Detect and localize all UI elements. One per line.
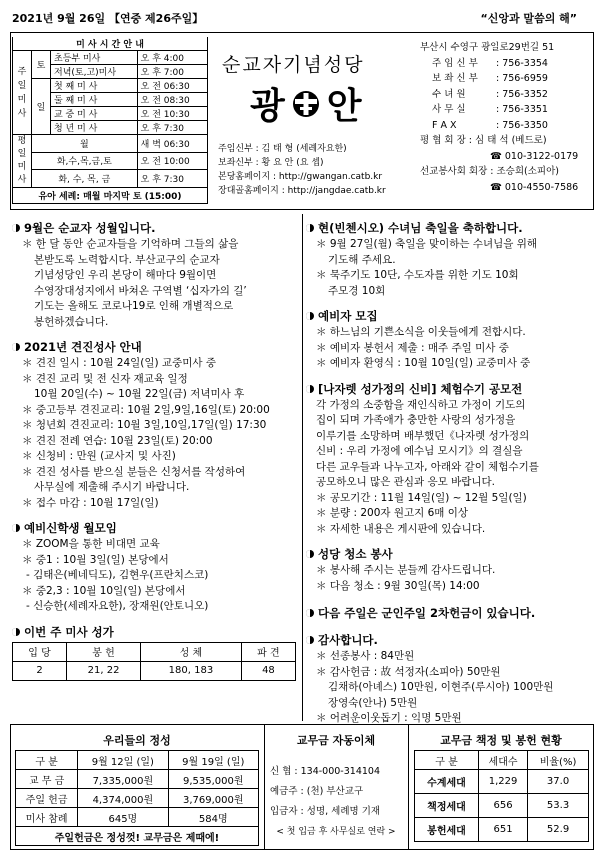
bullet-icon xyxy=(12,628,20,636)
text-line: 기도는 올해도 코로나19로 인해 개별적으로 xyxy=(34,300,234,312)
table-cell: 오 후 4:00 xyxy=(137,51,207,65)
section-confirmation: 2021년 견진성사 안내 xyxy=(12,339,298,355)
text-line: ＊ 중고등부 견진교리: 10월 2일,9일,16일(토) 20:00 xyxy=(22,403,270,416)
text-line: ＊ 자세한 내용은 게시판에 있습니다. xyxy=(316,522,486,535)
section-hymns: 이번 주 미사 성가 xyxy=(12,624,298,640)
text-line: ＊ 9월 27일(월) 축일을 맞이하는 수녀님을 위해 xyxy=(316,238,538,250)
text-line: 집이 되며 가족애가 충만한 사랑의 성가정을 xyxy=(316,414,516,426)
bullet-icon xyxy=(12,224,20,232)
table-cell: 오 후 7:30 xyxy=(137,170,207,188)
bullet-icon xyxy=(306,550,314,558)
table-cell: 오 전 06:30 xyxy=(137,79,207,93)
text-line: ＊ ZOOM을 통한 비대면 교육 xyxy=(22,538,160,550)
text-line: ＊ 어려운이웃돕기 : 익명 5만원 xyxy=(316,712,462,724)
table-cell: 일 xyxy=(32,79,51,135)
section-essay-contest: [나자렛 성가정의 신비] 체험수기 공모전 xyxy=(306,381,596,397)
table-cell: 둘 째 미 사 xyxy=(51,93,138,107)
bullet-icon xyxy=(306,636,314,644)
table-cell: 첫 째 미 사 xyxy=(51,79,138,93)
text-line: 공모하오니 많은 관심과 응모 바랍니다. xyxy=(316,476,495,488)
issue-date: 2021년 9월 26일 【연중 제26주일】 xyxy=(12,12,204,25)
table-cell: 오 후 7:30 xyxy=(137,121,207,135)
text-line: 사무실에 제출해 주시기 바랍니다. xyxy=(34,481,190,493)
offering-title: 우리들의 정성 xyxy=(103,734,171,747)
table-cell: 48 xyxy=(241,661,295,680)
table-cell: 화,수,목,금,토 xyxy=(32,152,138,170)
table-cell: 21, 22 xyxy=(67,661,141,680)
text-line: ＊ 견진 전례 연습: 10월 23일(토) 20:00 xyxy=(22,434,213,447)
text-line: ＊ 견진 성사를 받으실 분들은 신청서를 작성하여 xyxy=(22,465,246,478)
table-cell: 4,374,000원 xyxy=(78,789,168,808)
table-cell: 봉 헌 xyxy=(67,642,141,661)
text-line: ＊ 중2,3 : 10월 10일(일) 본당에서 xyxy=(22,584,186,597)
text-line: 김채하(아녜스) 10만원, 이현주(루시아) 100만원 xyxy=(328,681,554,693)
infant-baptism: 유아 세례: 매월 마지막 토 (15:00) xyxy=(13,188,208,204)
sunday-mass-label: 주일미사 xyxy=(13,51,32,135)
dues-table xyxy=(414,750,589,842)
text-line: 장영숙(안나) 5만원 xyxy=(328,696,418,709)
table-cell: 52.9 xyxy=(528,818,589,842)
weekday-mass-label: 평일미사 xyxy=(13,135,32,188)
text-line: ＊ 예비자 봉헌서 제출 : 매주 주일 미사 중 xyxy=(316,341,509,354)
dues-title: 교무금 책정 및 봉헌 현황 xyxy=(440,734,562,747)
text-line: ＊ 견진 교리 및 전 신자 재교육 일정 xyxy=(22,372,188,385)
church-name: 광 안 xyxy=(250,86,362,127)
table-cell: 새 벽 06:30 xyxy=(137,135,207,153)
text-line: ＊ 공모기간 : 11월 14일(일) ~ 12월 5일(일) xyxy=(316,491,527,504)
text-line: ＊ 청년회 견진교리: 10월 3일,10일,17일(일) 17:30 xyxy=(22,419,267,431)
year-motto: “신앙과 말씀의 해” xyxy=(480,12,577,25)
table-cell: 책정세대 xyxy=(415,794,479,818)
mass-schedule-title: 미 사 시 간 안 내 xyxy=(13,37,208,51)
table-cell: 9,535,000원 xyxy=(168,770,258,789)
contact-row: 수 녀 원 : 756-3352 xyxy=(432,88,548,100)
table-cell: 3,769,000원 xyxy=(168,789,258,808)
contact-row: 보 좌 신 부 : 756-6959 xyxy=(432,73,548,84)
address: 부산시 수영구 광일로29번길 51 xyxy=(420,42,555,53)
text-line: 봉헌하겠습니다. xyxy=(34,315,109,328)
text-line: ＊ 봉사해 주시는 분들께 감사드립니다. xyxy=(316,564,496,576)
table-cell: 파 견 xyxy=(241,642,295,661)
table-cell: 2 xyxy=(13,661,67,680)
church-subtitle: 순교자기념성당 xyxy=(222,54,365,76)
table-cell: 구 분 xyxy=(415,751,479,770)
table-cell: 180, 183 xyxy=(140,661,241,680)
table-row xyxy=(16,808,259,827)
section-military-sunday: 다음 주일은 군인주일 2차헌금이 있습니다. xyxy=(306,605,596,621)
bullet-icon xyxy=(306,224,314,232)
table-row xyxy=(415,818,589,842)
table-cell: 구 분 xyxy=(16,751,78,770)
table-cell: 성 체 xyxy=(140,642,241,661)
mission-phone: ☎ 010-4550-7586 xyxy=(490,181,579,193)
text-line: ＊ 다음 청소 : 9월 30일(목) 14:00 xyxy=(316,579,480,592)
mission-head: 선교봉사회 회장 : 조승희(소피아) xyxy=(420,166,559,177)
table-cell: 오 전 10:30 xyxy=(137,107,207,121)
table-row xyxy=(16,770,259,789)
table-cell: 비율(%) xyxy=(528,751,589,770)
table-cell: 세대수 xyxy=(478,751,527,770)
text-line: 이루기를 소망하며 배부했던《나자렛 성가정의 xyxy=(316,429,530,442)
shrine-link[interactable]: 장대골홈페이지 : http://jangdae.catb.kr xyxy=(218,186,386,196)
section-seminarian: 예비신학생 월모임 xyxy=(12,520,298,536)
cross-emblem-icon xyxy=(291,89,321,119)
table-cell: 입 당 xyxy=(13,642,67,661)
table-cell: 오 전 08:30 xyxy=(137,93,207,107)
text-line: ＊ 중1 : 10월 3일(일) 본당에서 xyxy=(22,553,169,566)
text-line: ＊ 예비자 환영식 : 10월 10일(일) 교중미사 중 xyxy=(316,357,531,369)
bullet-icon xyxy=(306,609,314,617)
table-cell: 토 xyxy=(32,51,51,79)
table-cell: 초등부 미사 xyxy=(51,51,138,65)
section-thanks: 감사합니다. xyxy=(306,632,596,648)
table-cell: 주일 헌금 xyxy=(16,789,78,808)
text-line: 다른 교우들과 나누고자, 아래와 같이 체험수기를 xyxy=(316,460,539,473)
table-cell: 저녁(토,고)미사 xyxy=(51,65,138,79)
table-row xyxy=(415,794,589,818)
table-cell: 오 전 10:00 xyxy=(137,152,207,170)
offering-note: 주일헌금은 정성껏! 교무금은 제때에! xyxy=(16,827,259,846)
table-cell: 9월 19일 (일) xyxy=(168,751,258,770)
transfer-info: 신 협 : 134-000-314104 예금주 : (천) 부산교구 입금자 : 성명, 세례명 기재 xyxy=(270,766,381,817)
pastor-info: 주임신부 : 김 태 형 (세례자요한) xyxy=(218,144,347,154)
left-column xyxy=(12,214,298,681)
table-cell: 53.3 xyxy=(528,794,589,818)
right-column xyxy=(306,214,596,727)
council-phone: ☎ 010-3122-0179 xyxy=(490,150,579,162)
bullet-icon xyxy=(306,312,314,320)
hymn-table xyxy=(12,642,296,681)
text-line: ＊ 한 달 동안 순교자들을 기억하며 그들의 삶을 xyxy=(22,238,239,250)
table-row xyxy=(16,789,259,808)
table-cell: 월 xyxy=(32,135,138,153)
offering-table xyxy=(15,750,259,846)
text-line: ＊ 감사헌금 : 故 석정자(소피아) 50만원 xyxy=(316,665,501,678)
text-line: ＊ 신청비 : 만원 (교사지 및 사진) xyxy=(22,450,176,462)
table-cell: 교 무 금 xyxy=(16,770,78,789)
section-sister-feast: 현(빈첸시오) 수녀님 축일을 축하합니다. xyxy=(306,220,596,236)
text-line: 기념성당인 우리 본당이 해마다 9월이면 xyxy=(34,269,217,281)
table-cell: 37.0 xyxy=(528,770,589,794)
text-line: ＊ 하느님의 기쁜소식을 이웃들에게 전합시다. xyxy=(316,326,526,338)
table-cell: 9월 12일 (일) xyxy=(78,751,168,770)
council-head: 평 협 회 장 : 심 태 석 (베드로) xyxy=(420,135,547,146)
table-cell: 봉헌세대 xyxy=(415,818,479,842)
bullet-icon xyxy=(12,524,20,532)
text-line: ＊ 접수 마감 : 10월 17일(일) xyxy=(22,496,159,509)
text-line: 10월 20일(수) ~ 10월 22일(금) 저녁미사 후 xyxy=(34,388,245,400)
contact-info xyxy=(420,40,592,195)
contact-row: 사 무 실 : 756-3351 xyxy=(432,104,548,115)
table-cell: 오 후 7:00 xyxy=(137,65,207,79)
text-line: - 신승한(세례자요한), 장재원(안토니오) xyxy=(26,600,209,612)
transfer-note: < 첫 입금 후 사무실로 연락 > xyxy=(276,827,396,837)
text-line: - 김태은(베네딕도), 김현우(프란치스코) xyxy=(26,569,209,581)
table-cell: 1,229 xyxy=(478,770,527,794)
homepage-link[interactable]: 본당홈페이지 : http://gwangan.catb.kr xyxy=(218,172,383,182)
table-cell: 교 중 미 사 xyxy=(51,107,138,121)
column-divider xyxy=(302,214,303,721)
bullet-icon xyxy=(306,385,314,393)
text-line: ＊ 분량 : 200자 원고지 6매 이상 xyxy=(316,507,469,519)
text-line: 주모경 10회 xyxy=(328,284,386,297)
table-cell: 645명 xyxy=(78,808,168,827)
text-line: 신비 : 우리 가정에 예수님 모시기》의 결실을 xyxy=(316,445,523,457)
mass-schedule xyxy=(12,37,208,204)
text-line: 본받도록 노력합시다. 부산교구의 순교자 xyxy=(34,253,220,266)
section-martyrs-month: 9월은 순교자 성월입니다. xyxy=(12,220,298,236)
table-cell: 청 년 미 사 xyxy=(51,121,138,135)
text-line: ＊ 견진 일시 : 10월 24일(일) 교중미사 중 xyxy=(22,357,217,369)
contact-row: 주 임 신 부 : 756-3354 xyxy=(432,57,548,69)
table-row xyxy=(415,770,589,794)
contact-row: F A X : 756-3350 xyxy=(432,119,548,131)
bullet-icon xyxy=(12,343,20,351)
text-line: 수영장대성지에서 바쳐온 구역별 ‘십자가의 길’ xyxy=(34,284,247,297)
table-cell: 미사 참례 xyxy=(16,808,78,827)
table-cell: 584명 xyxy=(168,808,258,827)
transfer-title: 교무금 자동이체 xyxy=(296,734,376,747)
table-cell: 수계세대 xyxy=(415,770,479,794)
section-catechumen: 예비자 모집 xyxy=(306,308,596,324)
table-cell: 651 xyxy=(478,818,527,842)
text-line: ＊ 묵주기도 10단, 수도자를 위한 기도 10회 xyxy=(316,269,519,281)
text-line: ＊ 선종봉사 : 84만원 xyxy=(316,650,415,662)
text-line: 기도해 주세요. xyxy=(328,253,396,266)
table-cell: 7,335,000원 xyxy=(78,770,168,789)
assistant-info: 보좌신부 : 황 요 안 (요 셉) xyxy=(218,158,324,168)
text-line: 각 가정의 소중함을 재인식하고 가정이 기도의 xyxy=(316,398,526,411)
table-cell: 화, 수, 목, 금 xyxy=(32,170,138,188)
table-cell: 656 xyxy=(478,794,527,818)
section-cleaning: 성당 청소 봉사 xyxy=(306,546,596,562)
